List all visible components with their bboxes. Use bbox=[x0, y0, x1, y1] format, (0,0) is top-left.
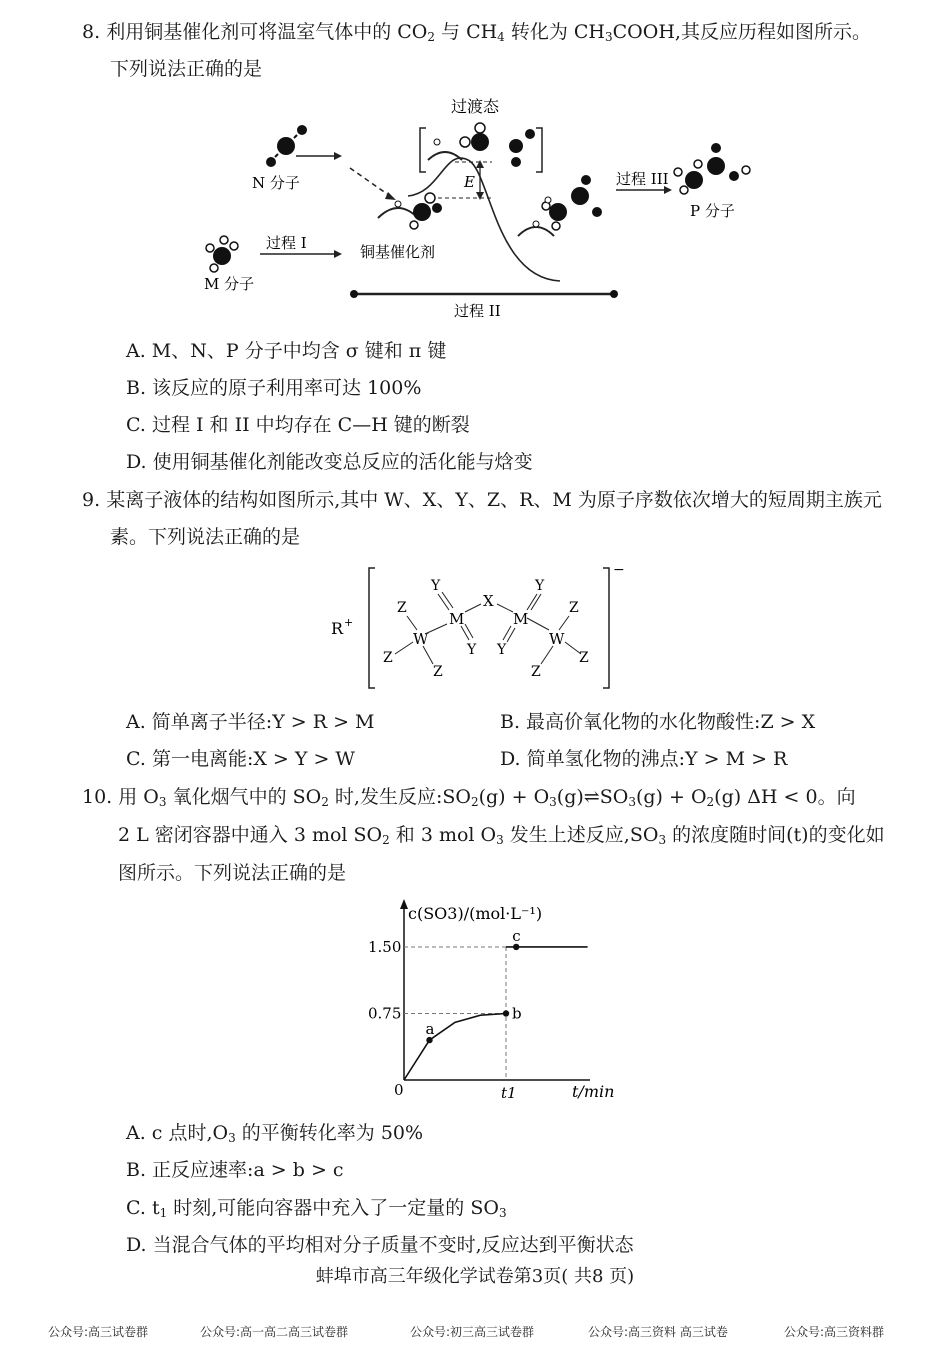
point-b bbox=[503, 1010, 509, 1016]
svg-text:M: M bbox=[449, 610, 465, 628]
q9-option-d[interactable]: D. 简单氢化物的沸点:Y > M > R bbox=[500, 748, 788, 770]
svg-text:Z: Z bbox=[531, 664, 541, 680]
q10-stem-line2: 2 L 密闭容器中通入 3 mol $SO_2$ 和 3 mol $O_3$ 发生上述反应$,SO_3$ 的浓度随时间(t)的变化如 bbox=[118, 824, 885, 847]
watermark-2: 公众号:高一高二高三试卷群 bbox=[200, 1325, 349, 1339]
q8-option-c[interactable]: C. 过程 I 和 II 中均存在 C—H 键的断裂 bbox=[126, 414, 470, 436]
ts-h-atom bbox=[475, 123, 485, 133]
q8-stem-line2: 下列说法正确的是 bbox=[110, 58, 263, 80]
adsorbed-c-atom bbox=[413, 203, 431, 221]
q8-option-d[interactable]: D. 使用铜基催化剂能改变总反应的活化能与焓变 bbox=[126, 451, 533, 473]
transition-state-label: 过渡态 bbox=[451, 97, 500, 116]
process3-label: 过程 III bbox=[616, 170, 669, 188]
svg-text:Z: Z bbox=[433, 664, 443, 680]
x-tick-label: t1 bbox=[501, 1084, 517, 1102]
point-label-a: a bbox=[425, 1020, 435, 1039]
watermark-4: 公众号:高三资料 高三试卷 bbox=[588, 1325, 728, 1339]
svg-text:Z: Z bbox=[397, 600, 407, 616]
svg-text:−: − bbox=[613, 562, 625, 578]
svg-text:Y: Y bbox=[431, 578, 441, 594]
q8-stem-line1: 8. 利用铜基催化剂可将温室气体中的 $CO_2$ 与 $CH_4$ 转化为 $CH_3COOH$,其反应历程如图所示。 bbox=[82, 21, 871, 44]
q10-option-c[interactable]: C. $t_1$ 时刻,可能向容器中充入了一定量的 $SO_3$ bbox=[126, 1197, 507, 1220]
q8-mechanism-figure bbox=[200, 88, 760, 323]
q10-option-b[interactable]: B. 正反应速率:a > b > c bbox=[126, 1159, 344, 1181]
q9-option-b[interactable]: B. 最高价氧化物的水化物酸性:Z > X bbox=[500, 711, 816, 733]
p-molecule-label: P 分子 bbox=[690, 202, 735, 220]
svg-text:W: W bbox=[549, 630, 565, 648]
svg-text:X: X bbox=[483, 592, 494, 610]
ts-carbon-atom bbox=[471, 133, 489, 151]
svg-text:Z: Z bbox=[569, 600, 579, 616]
y-tick-label: 1.50 bbox=[368, 937, 402, 956]
svg-text:R: R bbox=[331, 619, 344, 638]
q10-option-a[interactable]: A. c 点时$,O_3$ 的平衡转化率为 50% bbox=[126, 1122, 424, 1145]
point-label-c: c bbox=[512, 926, 521, 945]
q10-option-d[interactable]: D. 当混合气体的平均相对分子质量不变时,反应达到平衡状态 bbox=[126, 1234, 634, 1256]
q10-stem-line3: 图所示。下列说法正确的是 bbox=[118, 862, 347, 884]
watermark-3: 公众号:初三高三试卷群 bbox=[410, 1325, 535, 1339]
x-axis-label: t/min bbox=[572, 1082, 615, 1101]
ts-o-atom bbox=[525, 129, 535, 139]
series-line-1 bbox=[404, 1014, 506, 1081]
ts-h-atom bbox=[460, 137, 470, 147]
svg-text:M: M bbox=[513, 610, 529, 628]
m-c-atom bbox=[213, 247, 231, 265]
n-c-atom bbox=[277, 137, 295, 155]
q9-stem-line2: 素。下列说法正确的是 bbox=[110, 526, 301, 548]
q9-option-c[interactable]: C. 第一电离能:X > Y > W bbox=[126, 748, 355, 770]
q10-stem-line1: 10. 用 $O_3$ 氧化烟气中的 $SO_2$ 时,发生反应$:SO_2(g)$ + $O_3(g)\rightleftharpoons SO_3(g) + O_2(g) \Delta H < 0$。向 bbox=[82, 786, 856, 809]
point-label-b: b bbox=[512, 1004, 522, 1023]
bracket-left bbox=[420, 128, 426, 172]
q9-option-a[interactable]: A. 简单离子半径:Y > R > M bbox=[126, 711, 375, 733]
energy-label-e: E bbox=[464, 173, 475, 191]
process2-label: 过程 II bbox=[454, 302, 501, 320]
catalyst-surface bbox=[378, 208, 418, 218]
watermark-1: 公众号:高三试卷群 bbox=[48, 1325, 149, 1339]
y-axis-label: c(SO3)/(mol·L⁻¹) bbox=[408, 904, 543, 923]
q9-ionic-liquid-structure bbox=[325, 560, 635, 695]
svg-text:Y: Y bbox=[535, 578, 545, 594]
process1-label: 过程 I bbox=[266, 234, 307, 252]
ts-o-atom bbox=[509, 139, 523, 153]
ts-o-atom bbox=[511, 157, 521, 167]
m-molecule-label: M 分子 bbox=[204, 275, 255, 293]
page-footer: 蚌埠市高三年级化学试卷第3页( 共8 页) bbox=[315, 1266, 635, 1287]
energy-profile-curve bbox=[408, 158, 560, 281]
q10-concentration-chart bbox=[350, 895, 630, 1110]
svg-text:W: W bbox=[413, 630, 429, 648]
watermark-5: 公众号:高三资料群 bbox=[784, 1325, 885, 1339]
bracket-right bbox=[536, 128, 542, 172]
n-o-atom bbox=[297, 125, 307, 135]
y-tick-label: 0.75 bbox=[368, 1004, 402, 1023]
catalyst-label: 铜基催化剂 bbox=[360, 243, 436, 261]
q8-option-a[interactable]: A. M、N、P 分子中均含 σ 键和 π 键 bbox=[126, 340, 447, 362]
origin-label: 0 bbox=[394, 1081, 404, 1099]
svg-text:Z: Z bbox=[383, 650, 393, 666]
q9-stem-line1: 9. 某离子液体的结构如图所示,其中 W、X、Y、Z、R、M 为原子序数依次增大的短周期主族元 bbox=[82, 489, 882, 511]
svg-text:Y: Y bbox=[467, 642, 477, 658]
n-molecule-label: N 分子 bbox=[252, 174, 300, 192]
svg-text:+: + bbox=[344, 616, 354, 629]
svg-text:Z: Z bbox=[579, 650, 589, 666]
n-o-atom bbox=[266, 157, 276, 167]
svg-text:Y: Y bbox=[497, 642, 507, 658]
q8-option-b[interactable]: B. 该反应的原子利用率可达 100% bbox=[126, 377, 422, 399]
